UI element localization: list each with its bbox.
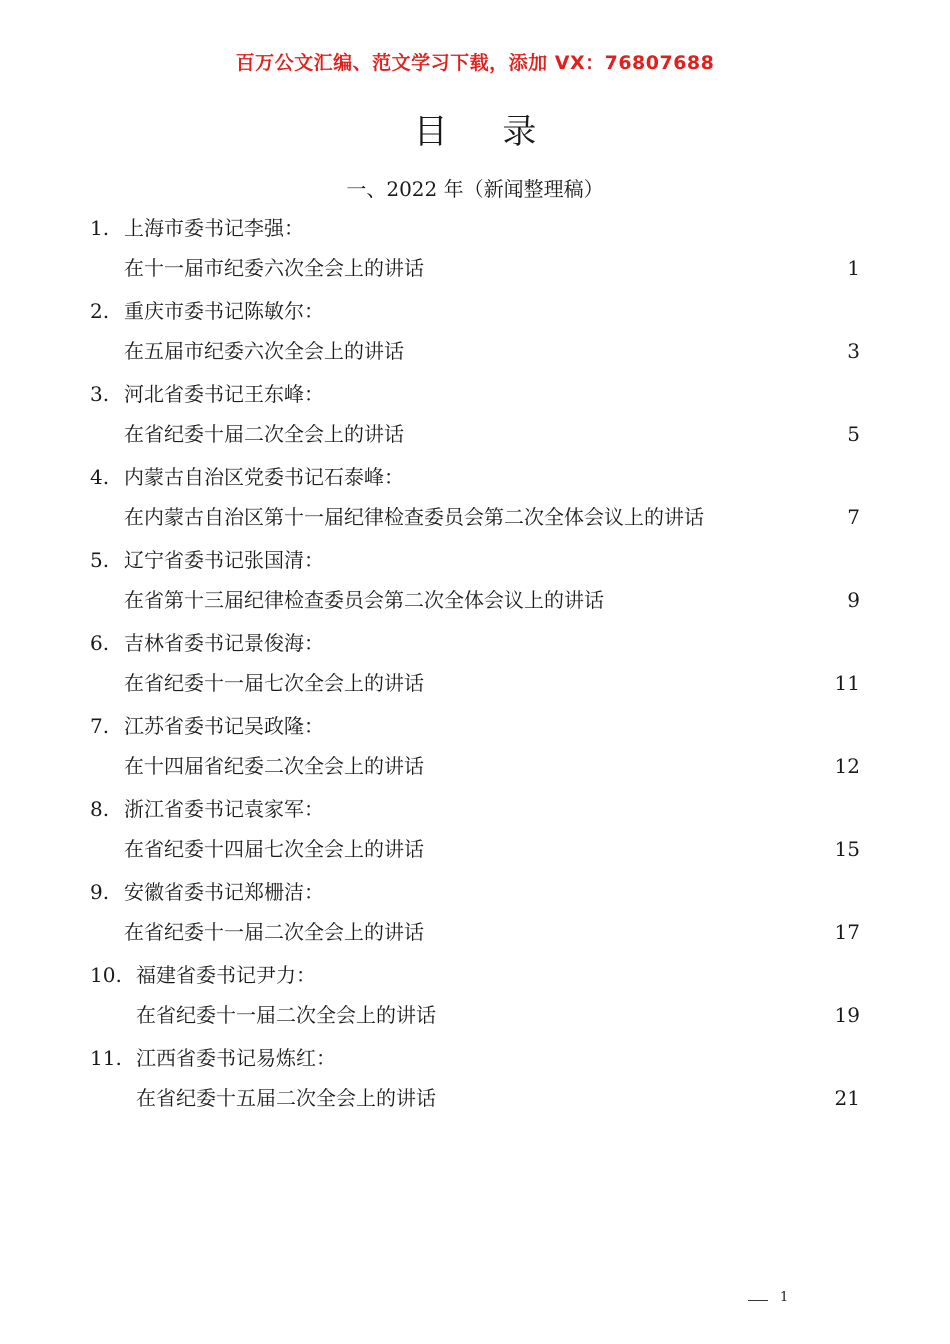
toc-entry-number: 10. (90, 963, 122, 987)
toc-entry-number: 1. (90, 216, 110, 240)
toc-entry-heading-text: 河北省委书记王东峰： (124, 382, 324, 406)
toc-entry-page-number: 1 (847, 256, 860, 280)
toc-entry-subtitle[interactable]: 在省纪委十四届七次全会上的讲话 (124, 837, 424, 861)
footer-dash (748, 1300, 768, 1301)
toc-entry-subtitle[interactable]: 在十一届市纪委六次全会上的讲话 (124, 256, 424, 280)
toc-entry-number: 4. (90, 465, 110, 489)
toc-entry-heading-text: 福建省委书记尹力： (136, 963, 316, 987)
toc-entry-heading-text: 安徽省委书记郑栅洁： (124, 880, 324, 904)
toc-entry-subtitle[interactable]: 在省纪委十一届二次全会上的讲话 (136, 1003, 436, 1027)
toc-entry-page-number: 3 (847, 339, 860, 363)
toc-entry-number: 7. (90, 714, 110, 738)
page-title: 目 录 (413, 112, 559, 152)
toc-entry-heading[interactable] (90, 463, 404, 491)
toc-entry-heading-text: 江苏省委书记吴政隆： (124, 714, 324, 738)
toc-entry-heading[interactable] (90, 380, 324, 408)
toc-entry-subtitle[interactable]: 在内蒙古自治区第十一届纪律检查委员会第二次全体会议上的讲话 (124, 505, 704, 529)
toc-entry-heading[interactable] (90, 795, 324, 823)
header-banner: 百万公文汇编、范文学习下载，添加 VX：76807688 (235, 52, 715, 74)
toc-entry-subtitle[interactable]: 在省纪委十一届七次全会上的讲话 (124, 671, 424, 695)
toc-entry-number: 6. (90, 631, 110, 655)
toc-entry-heading-text: 江西省委书记易炼红： (136, 1046, 336, 1070)
toc-entry-heading[interactable] (90, 1044, 336, 1072)
toc-entry-page-number: 17 (834, 920, 860, 944)
toc-entry-subtitle[interactable]: 在省第十三届纪律检查委员会第二次全体会议上的讲话 (124, 588, 604, 612)
toc-entry-page-number: 9 (847, 588, 860, 612)
toc-entry-subtitle[interactable]: 在十四届省纪委二次全会上的讲话 (124, 754, 424, 778)
toc-entry-heading[interactable] (90, 629, 324, 657)
toc-entry-heading-text: 辽宁省委书记张国清： (124, 548, 324, 572)
toc-entry-page-number: 5 (847, 422, 860, 446)
toc-entry-number: 9. (90, 880, 110, 904)
toc-entry-subtitle[interactable]: 在省纪委十一届二次全会上的讲话 (124, 920, 424, 944)
toc-entry-heading[interactable] (90, 546, 324, 574)
footer-page-number: 1 (780, 1290, 789, 1305)
toc-entry-heading-text: 内蒙古自治区党委书记石泰峰： (124, 465, 404, 489)
toc-entry-heading[interactable] (90, 961, 316, 989)
toc-entry-number: 11. (90, 1046, 122, 1070)
toc-entry-heading[interactable] (90, 214, 304, 242)
toc-entry-number: 2. (90, 299, 110, 323)
toc-entry-number: 5. (90, 548, 110, 572)
toc-entry-heading[interactable] (90, 297, 324, 325)
section-heading: 一、2022 年（新闻整理稿） (346, 177, 604, 201)
toc-entry-heading-text: 浙江省委书记袁家军： (124, 797, 324, 821)
toc-entry-page-number: 19 (834, 1003, 860, 1027)
toc-entry-heading-text: 重庆市委书记陈敏尔： (124, 299, 324, 323)
toc-entry-subtitle[interactable]: 在省纪委十五届二次全会上的讲话 (136, 1086, 436, 1110)
toc-entry-page-number: 12 (834, 754, 860, 778)
toc-entry-subtitle[interactable]: 在省纪委十届二次全会上的讲话 (124, 422, 404, 446)
toc-entry-page-number: 15 (834, 837, 860, 861)
toc-entry-page-number: 7 (847, 505, 860, 529)
toc-entry-page-number: 21 (834, 1086, 860, 1110)
toc-entry-number: 8. (90, 797, 110, 821)
toc-entry-page-number: 11 (834, 671, 860, 695)
toc-entry-heading-text: 上海市委书记李强： (124, 216, 304, 240)
toc-entry-subtitle[interactable]: 在五届市纪委六次全会上的讲话 (124, 339, 404, 363)
toc-entry-number: 3. (90, 382, 110, 406)
toc-entry-heading[interactable] (90, 878, 324, 906)
toc-entry-heading[interactable] (90, 712, 324, 740)
toc-entry-heading-text: 吉林省委书记景俊海： (124, 631, 324, 655)
